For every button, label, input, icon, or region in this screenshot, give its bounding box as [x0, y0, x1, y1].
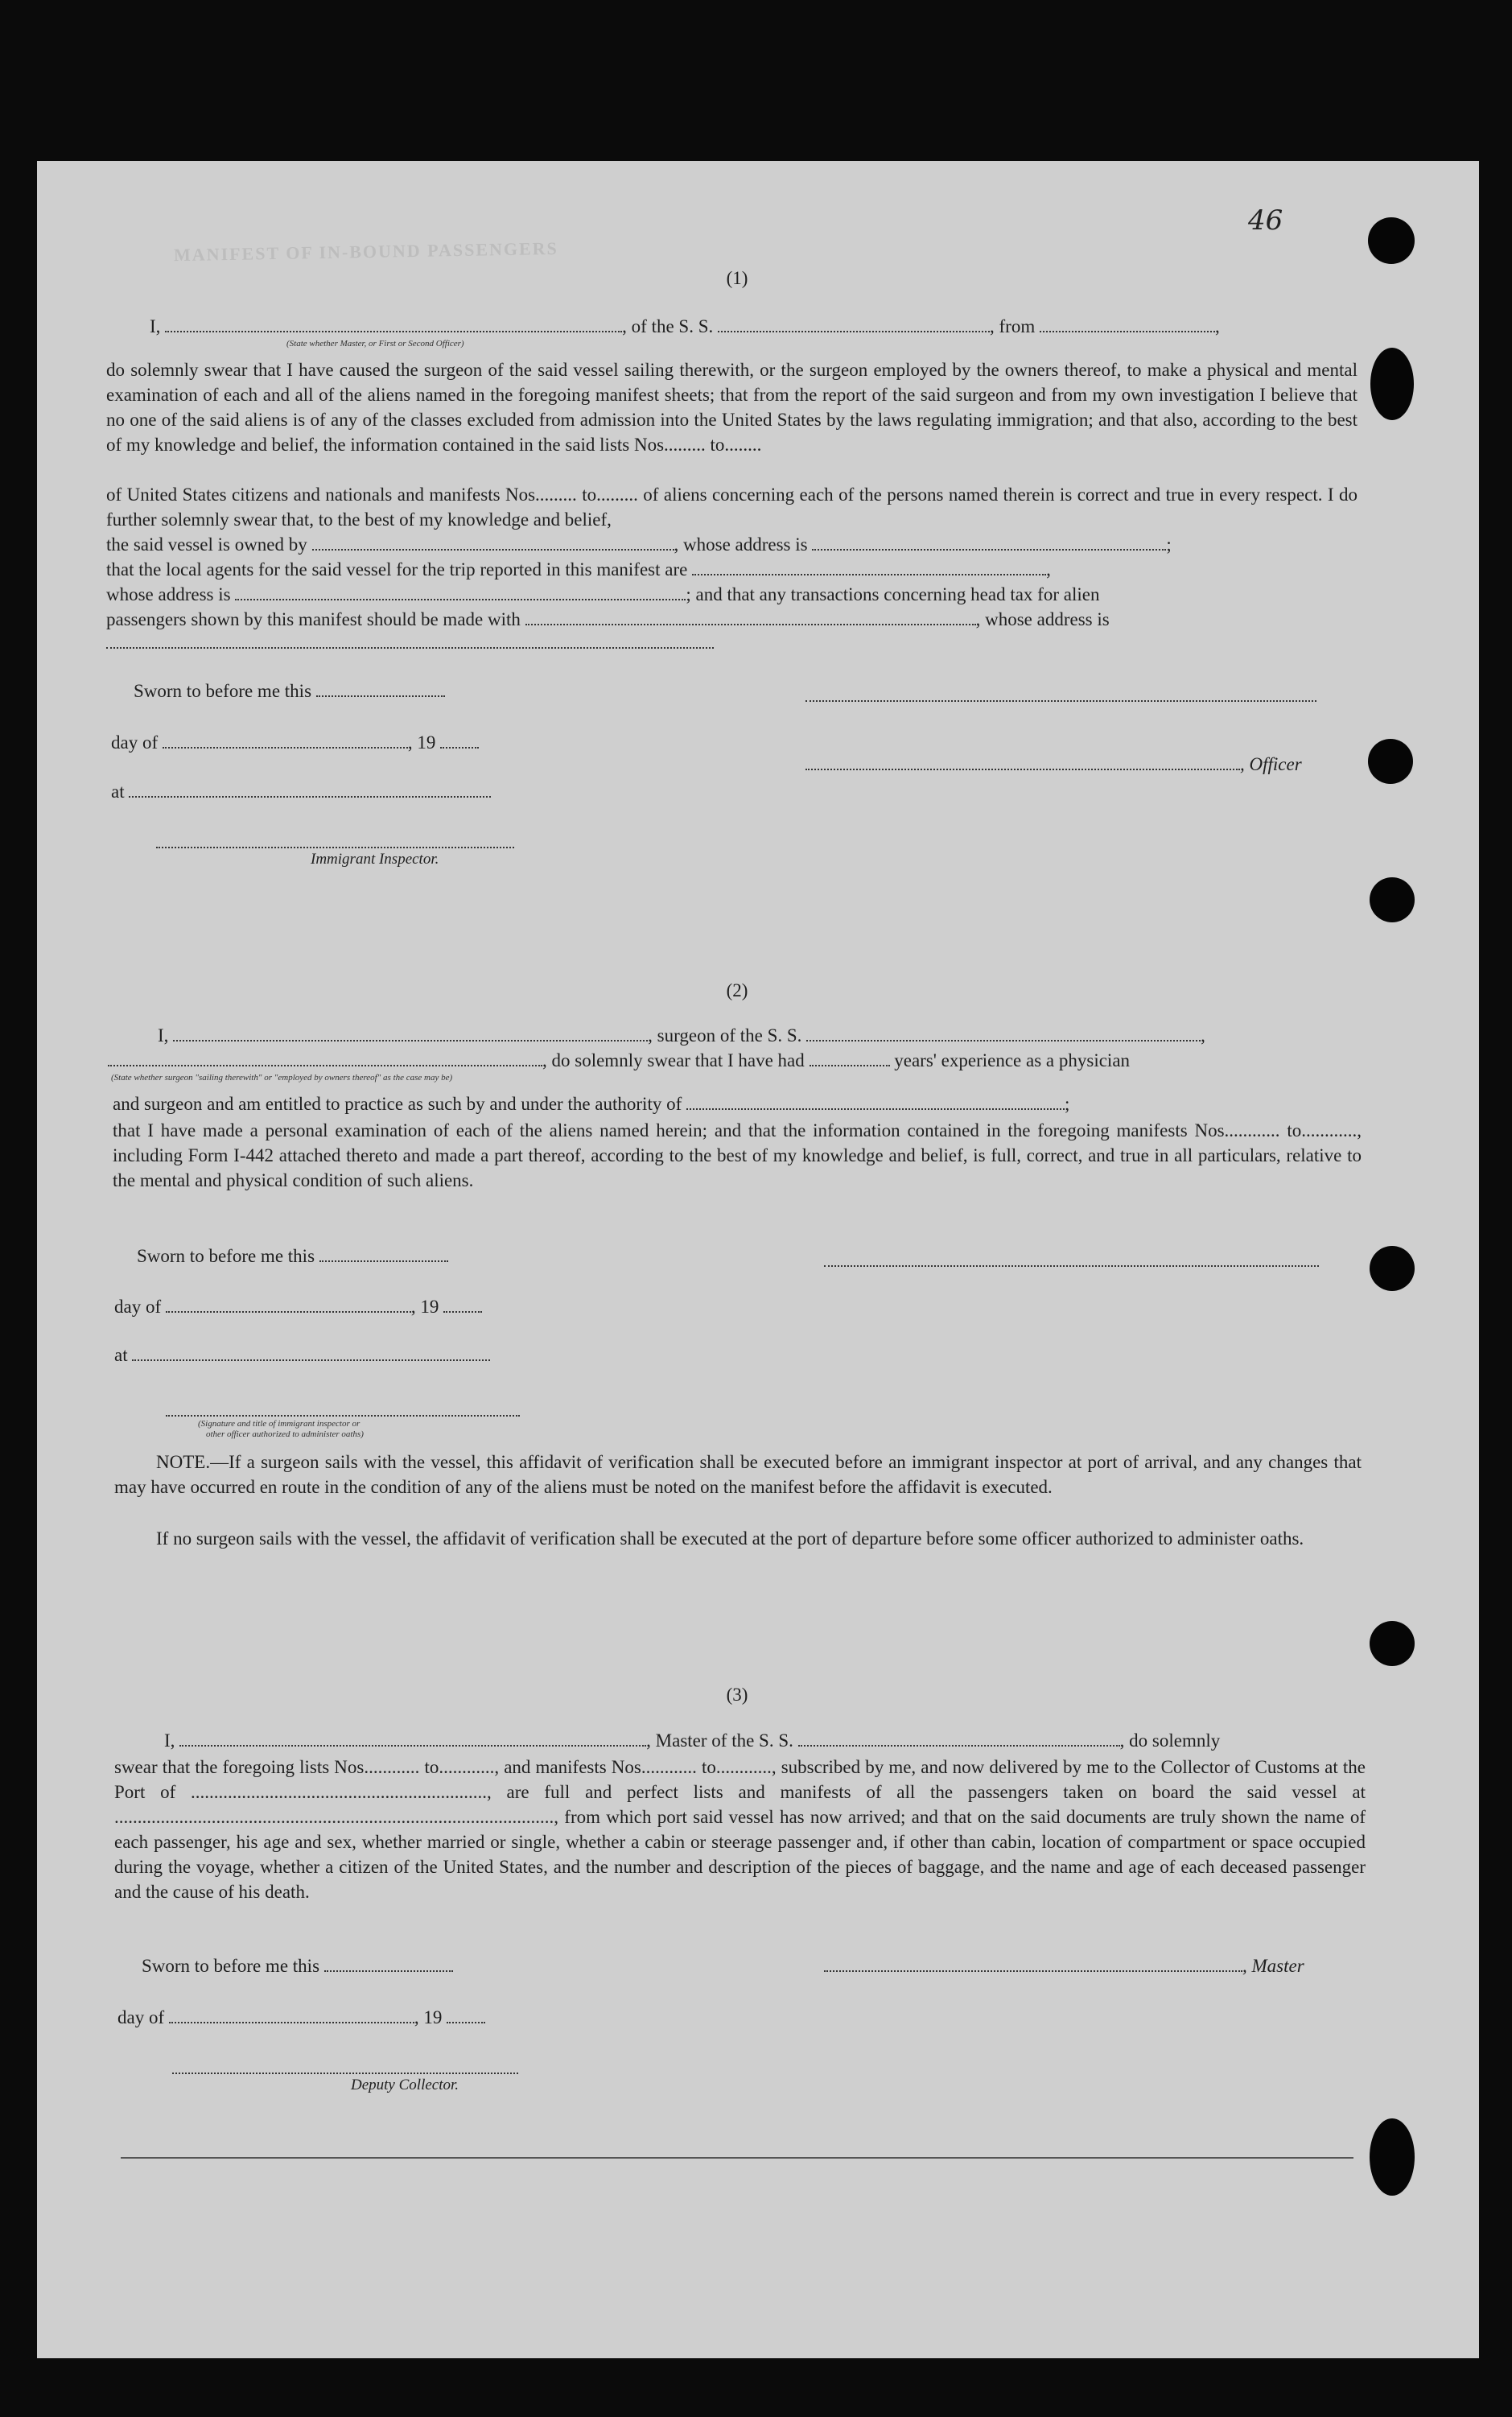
s1-owned-line: the said vessel is owned by , whose address is ;	[106, 534, 1172, 555]
punch-hole	[1370, 1246, 1415, 1291]
s3-deputy-label: Deputy Collector.	[351, 2077, 459, 2093]
punch-hole	[1370, 1621, 1415, 1666]
manifest-page	[37, 161, 1479, 2358]
s2-line-3: and surgeon and am entitled to practice as such by and under the authority of ;	[113, 1094, 1070, 1114]
s1-passengers-line: passengers shown by this manifest should be made with , whose address is	[106, 609, 1110, 629]
s1-caption: (State whether Master, or First or Second Officer)	[286, 339, 464, 349]
punch-hole	[1370, 348, 1414, 420]
punch-hole	[1368, 739, 1413, 784]
punch-hole	[1370, 2118, 1415, 2196]
s3-line-1: I, , Master of the S. S. , do solemnly	[164, 1730, 1221, 1751]
punch-hole	[1368, 217, 1415, 264]
s1-body-2: of United States citizens and nationals and manifests Nos......... to......... of aliens concerning each of the persons named therein is correct and true in every respect. I do further solemnly swear that, to the best of my knowledge and belief,	[106, 485, 1358, 530]
s3-deputy-sig	[172, 2073, 518, 2074]
page-number-handwritten: 46	[1248, 204, 1283, 237]
bottom-rule	[121, 2157, 1353, 2159]
s2-at: at	[114, 1345, 490, 1366]
s3-sworn: Sworn to before me this	[142, 1956, 453, 1977]
s3-master-line: , Master	[824, 1956, 1304, 1977]
s2-sworn: Sworn to before me this	[137, 1246, 448, 1267]
s1-at: at	[111, 782, 491, 802]
s2-sig-caption-1: (Signature and title of immigrant inspector or	[198, 1419, 360, 1429]
s1-line-1: I, , of the S. S. , from ,	[150, 316, 1220, 336]
s2-day-of: day of , 19	[114, 1297, 482, 1318]
punch-hole	[1370, 877, 1415, 922]
section-2-heading: (2)	[726, 980, 748, 1000]
section-1-heading: (1)	[726, 268, 748, 288]
s1-sworn: Sworn to before me this	[134, 681, 445, 702]
s1-inspector-sig	[156, 847, 514, 848]
s1-officer-sig-top	[805, 700, 1316, 702]
s1-whose-line: whose address is ; and that any transactions concerning head tax for alien	[106, 584, 1100, 604]
bleed-through-text: MANIFEST OF IN-BOUND PASSENGERS	[173, 237, 559, 266]
section-3-heading: (3)	[726, 1685, 748, 1705]
s3-body: swear that the foregoing lists Nos............ to............, and manifests Nos............ to............, subscribed by me, and now delivered by me to the Collector of Customs at the Port of ................................................................, are full and perfect lists and manifests of all the passengers taken on board the said vessel at ..............................................................................................., from which port said vessel has now arrived; and that on the said documents are truly shown the name of each passenger, his age and sex, whether married or single, whether a cabin or steerage passenger and, if other than cabin, location of compartment or space occupied during the voyage, whether a citizen of the United States, and the number and description of the pieces of baggage, and the name and age of each deceased passenger and the cause of his death.	[114, 1757, 1366, 1902]
s2-sig-caption-2: other officer authorized to administer oaths)	[206, 1429, 364, 1439]
s1-agents-line: that the local agents for the said vessel for the trip reported in this manifest are ,	[106, 559, 1051, 580]
s2-note-1: NOTE.—If a surgeon sails with the vessel, this affidavit of verification shall be executed before an immigrant inspector at port of arrival, and any changes that may have occurred en route in the condition of any of the aliens must be noted on the manifest before the affidavit is executed.	[114, 1452, 1362, 1497]
s1-body-1: do solemnly swear that I have caused the surgeon of the said vessel sailing therewith, or the surgeon employed by the owners thereof, to make a physical and mental examination of each and all of the aliens named in the foregoing manifest sheets; that from the report of the said surgeon and from my own investigation I believe that no one of the said aliens is of any of the classes excluded from admission into the United States by the laws regulating immigration; and that also, according to the best of my knowledge and belief, the information contained in the said lists Nos......... to........	[106, 360, 1358, 455]
s3-day-of: day of , 19	[117, 2007, 485, 2028]
s2-sig-top	[824, 1265, 1319, 1267]
s1-officer-line: , Officer	[805, 754, 1302, 775]
s1-inspector-label: Immigrant Inspector.	[311, 851, 439, 868]
s1-address-blank	[106, 647, 714, 649]
s2-body: that I have made a personal examination of each of the aliens named herein; and that the information contained in the foregoing manifests Nos............ to............, including Form I-442 attached thereto and made a part thereof, according to the best of my knowledge and belief, is full, correct, and true in all particulars, relative to the mental and physical condition of such aliens.	[113, 1120, 1362, 1190]
s2-inspector-sig	[166, 1415, 520, 1417]
s2-caption: (State whether surgeon "sailing therewith" or "employed by owners thereof" as the case may be)	[111, 1073, 453, 1083]
s2-line-1: I, , surgeon of the S. S. ,	[158, 1025, 1205, 1046]
s2-note-2: If no surgeon sails with the vessel, the affidavit of verification shall be executed at the port of departure before some officer authorized to administer oaths.	[156, 1528, 1304, 1549]
s2-line-2: , do solemnly swear that I have had years' experience as a physician	[108, 1050, 1130, 1072]
s1-day-of: day of , 19	[111, 732, 479, 753]
